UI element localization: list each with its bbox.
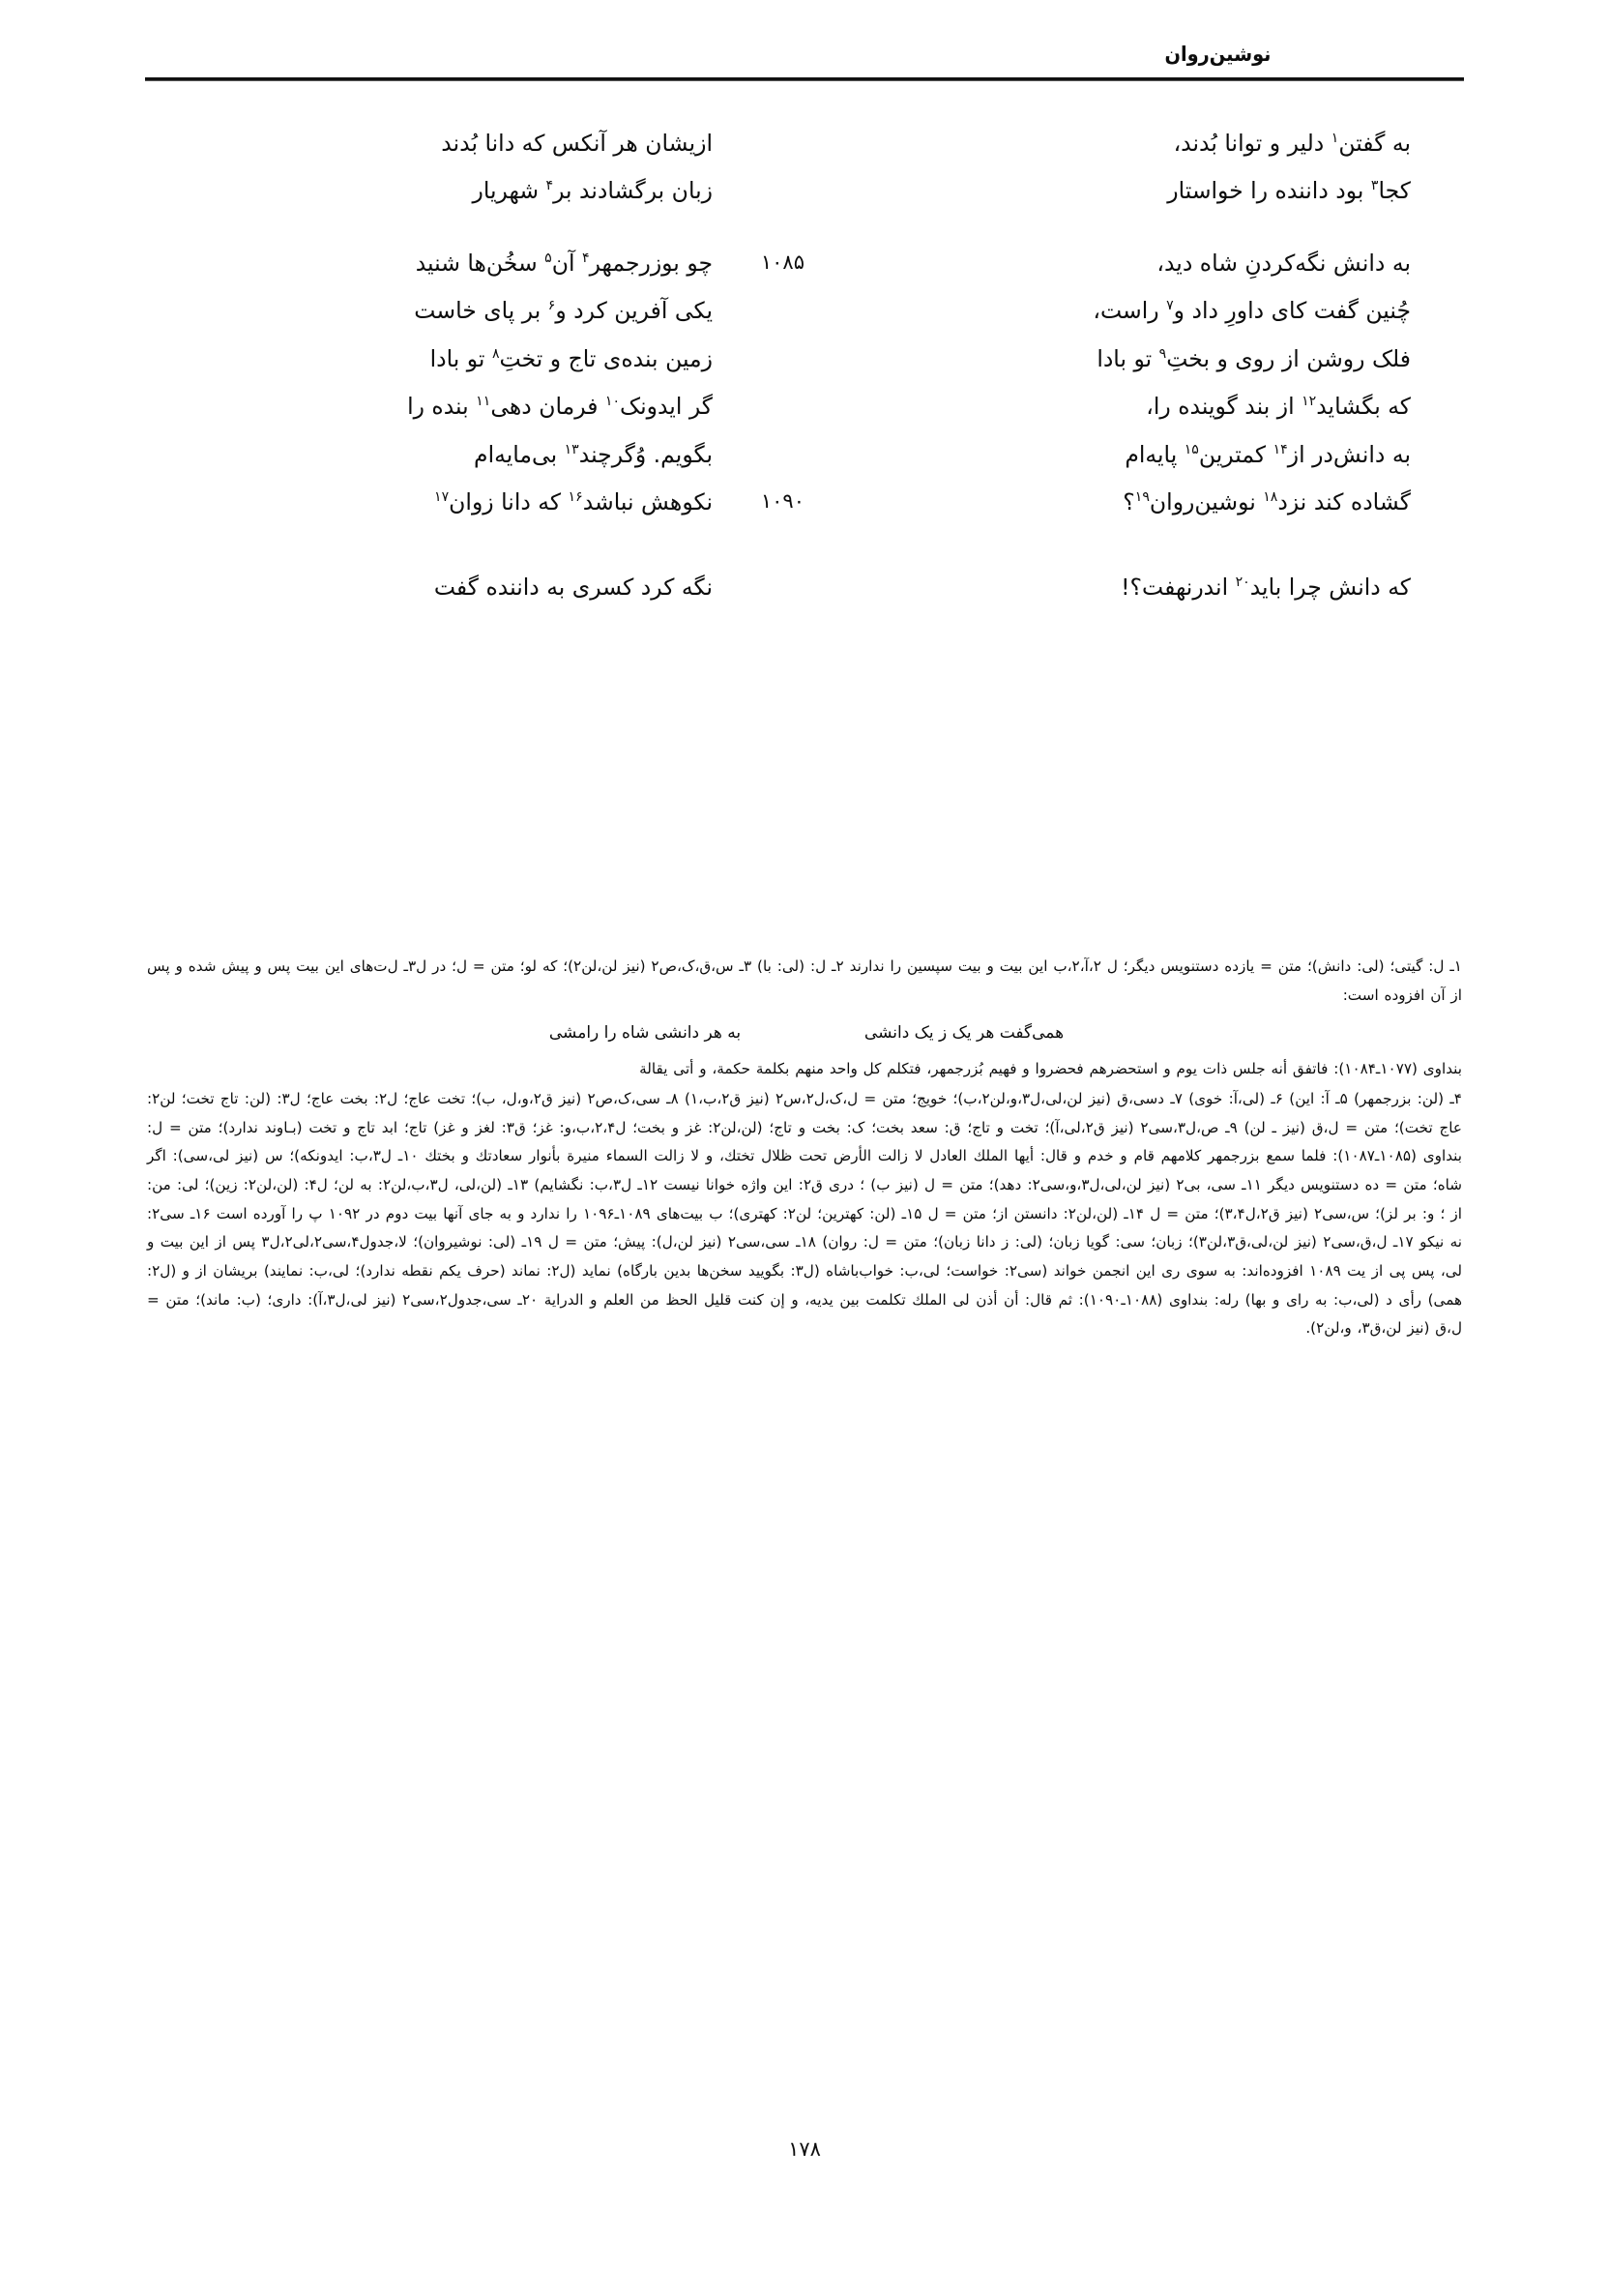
stanza-3 [169,570,1440,604]
hemistich-left: به گفتن$^۱$ دلیر و توانا بُدند، [1173,130,1411,157]
apparatus-paragraph-1: ۱ـ ل: گیتی؛ (لی: دانش)؛ متن = یازده دستنویس دیگر؛ ل ۲،آ،۲،ب این بیت و بیت سپسین را ندارند ۲ـ ل: (لی: با) ۳ـ س،ق،ک،ص۲ (نیز لن،لن۲)؛ که لو؛ متن = ل؛ در ل۳ـ ل‌ت‌های این بیت پس و پیش شده و پس از آن افزوده است: [147,957,1462,1004]
hemistich-right [169,437,804,472]
apparatus-paragraph-2: ۴ـ (لن: بزرجمهر) ۵ـ آ: این) ۶ـ (لی،آ: خوی) ۷ـ دسی،ق (نیز لن،لی،ل۳،و،لن۲،ب)؛ خویج؛ متن = ل،ک،ل۲،س۲ (نیز ق۲،ب،۱) ۸ـ سی،ک،ص۲ (نیز ق۲،و،ل، ب)؛ تخت عاج؛ ل۲: بخت عاج؛ ل۳: (لن: تاج تخت؛ لن۲: عاج تخت)؛ متن = ل،ق (نیز ـ لن) ۹ـ ص،ل۳،سی۲ (نیز ق۲،لی،آ)؛ تخت و تاج؛ ق: سعد بخت؛ ک: بخت و تاج؛ (لن،لن۲: غز و بخت؛ ل۲،۴،ب،و: غز؛ ق۳: لغز و غز) تاج؛ ابد تاج و تخت (بـاوند ندارد)؛ متن = ل: بنداوی (۱۰۸۵ـ۱۰۸۷): فلما سمع بزرجمهر كلامهم قام و خدم و قال: أیها الملك العادل لا زالت الأرض تحت ظلال تختك، و لا زالت السماء منیرة بأنوار سعادتك و بختك ۱۰ـ ل۳،ب: ایدونکه)؛ س (نیز لی،سی): اگر شاه؛ متن = ده دستنویس دیگر ۱۱ـ سی، بی۲ (نیز لن،لی،ل۳،و،سی۲: دهد)؛ متن = ل (نیز ب) ؛ دری ق۲: این واژه خوانا نیست ۱۲ـ ل۳،ب: نگشایم) ۱۳ـ (لن،لی، ل۳،ب،لن۲: به لن؛ ل۴: (لن،لن۲: زین)؛ لی: من: از ؛ و: بر لز)؛ س،سی۲ (نیز ق۲،ل۳،۴)؛ متن = ل ۱۴ـ (لن،لن۲: دانستن از؛ متن = ل ۱۵ـ (لن: کهترین؛ لن۲: کهتری)؛ ب بیت‌های ۱۰۸۹ـ۱۰۹۶ را ندارد و به جای آنها بیت دوم در ۱۰۹۲ پ را آورده است ۱۶ـ سی۲: نه نیکو ۱۷ـ ل،ق،سی۲ (نیز لن،لی،ق۳،لن۳)؛ زبان؛ سی: گویا زبان؛ (لی: ز دانا زبان)؛ متن = ل: روان) ۱۸ـ سی،سی۲ (نیز لن،ل): پیش؛ متن = ل ۱۹ـ (لی: نوشیروان)؛ لا،جدول۴،سی۲،لی۲،ل۳ پس از این بیت و لی، پس پی از یت ۱۰۸۹ افزوده‌اند: به سوی ری این انجمن خواند (سی۲: خواست؛ لی،ب: خواب‌باشاه (ل۳: بگویید سخن‌ها بدین بارگاه) نماید (ل۲: نماند (حرف یکم نقطه ندارد)؛ لی،ب: نمایند) بریشان از و (ل۲: همی) رأی د (لی،ب: به رای و بها) رله: بنداوی (۱۰۸۸ـ۱۰۹۰): ثم قال: أن أذن لی الملك تكلمت بین یدیه، و إن كنت قلیل الحظ من العلم و الدرایة ۲۰ـ سی،جدول۲،سی۲ (نیز لی،ل۳،آ): داری؛ (ب: ماند)؛ متن = ل،ق (نیز لن،ق۳، و،لن۲). [147,1090,1463,1338]
hemistich-left: فلک روشن از روی و بختِ$^۹$ تو بادا [1097,344,1411,372]
hemistich-text: چو بوزرجمهر$^۴$ آن$^۵$ سخُن‌ها شنید [415,249,713,277]
hemistich-left: که بگشاید$^{۱۲}$ از بند گوینده را، [1146,393,1411,421]
hemistich-left: چُنین گفت کای داورِ داد و$^۷$ راست، [1093,297,1411,325]
bayt [169,293,1440,328]
apparatus-inserted-verse [147,1017,1462,1049]
hemistich-text: ازیشان هر آنکس که دانا بُدند [441,130,713,157]
hemistich-left: به دانش نگه‌کردنِ شاه دید، [1156,249,1411,277]
critical-apparatus [147,953,1462,1344]
bayt [169,341,1440,376]
hemistich-right [169,293,804,328]
hemistich-right [169,173,804,208]
bayt [169,485,1440,519]
bayt [169,389,1440,424]
bayt [169,246,1440,280]
hemistich-right [169,341,804,376]
hemistich-right [169,570,804,604]
verse-area [169,126,1440,642]
hemistich-right [169,246,804,280]
hemistich-text: زمین بنده‌ی تاج و تختِ$^۸$ تو بادا [429,344,713,372]
hemistich-text: زبان برگشادند بر$^۴$ شهریار [472,177,713,205]
hemistich-text: نکوهش نباشد$^{۱۶}$ که دانا زوان$^{۱۷}$ [434,487,713,515]
hemistich-left: کجا$^۳$ بود داننده را خواستار [1167,177,1411,205]
hemistich-left: گشاده کند نزد$^{۱۸}$ نوشین‌روان$^{۱۹}$؟ [1123,487,1411,515]
bayt [169,570,1440,604]
hemistich-text: یکی آفرین کرد و$^۶$ بر پای خاست [414,297,713,325]
bayt [169,173,1440,208]
inserted-verse-left: به هر دانشی شاه را رامشی [548,1023,742,1044]
inserted-verse-right: همی‌گفت هر یک ز یک دانشی [863,1023,1065,1044]
hemistich-text: گر ایدونک$^{۱۰}$ فرمان دهی$^{۱۱}$ بنده را [407,393,713,421]
hemistich-text: بگویم. وُگرچند$^{۱۳}$ بی‌مایه‌ام [474,440,713,468]
stanza-2 [169,246,1440,520]
stanza-1 [169,126,1440,209]
apparatus-bondari-note: بنداوی (۱۰۷۷ـ۱۰۸۴): فاتفق أنه جلس ذات یوم و استحضرهم فحضروا و فهیم بُزرجمهر، فتكلم كل واحد منهم بكلمة حكمة، و أتی یقالة [639,1060,1462,1078]
hemistich-text: نگه کرد کسری به داننده گفت [433,574,713,602]
bayt [169,437,1440,472]
line-number: ۱۰۹۰ [760,488,804,513]
hemistich-left: به دانش‌در از$^{۱۴}$ کمترین$^{۱۵}$ پایه‌ام [1125,440,1411,468]
page-number: ۱۷۸ [788,2137,821,2161]
line-number: ۱۰۸۵ [760,250,804,274]
running-title: نوشین‌روان [1164,43,1271,66]
bayt [169,126,1440,161]
hemistich-left: که دانش چرا باید$^{۲۰}$ اندرنهفت؟! [1121,574,1411,602]
header-rule [145,77,1464,80]
hemistich-right [169,485,804,519]
hemistich-right [169,389,804,424]
page-header [145,43,1464,91]
hemistich-right [169,126,804,161]
